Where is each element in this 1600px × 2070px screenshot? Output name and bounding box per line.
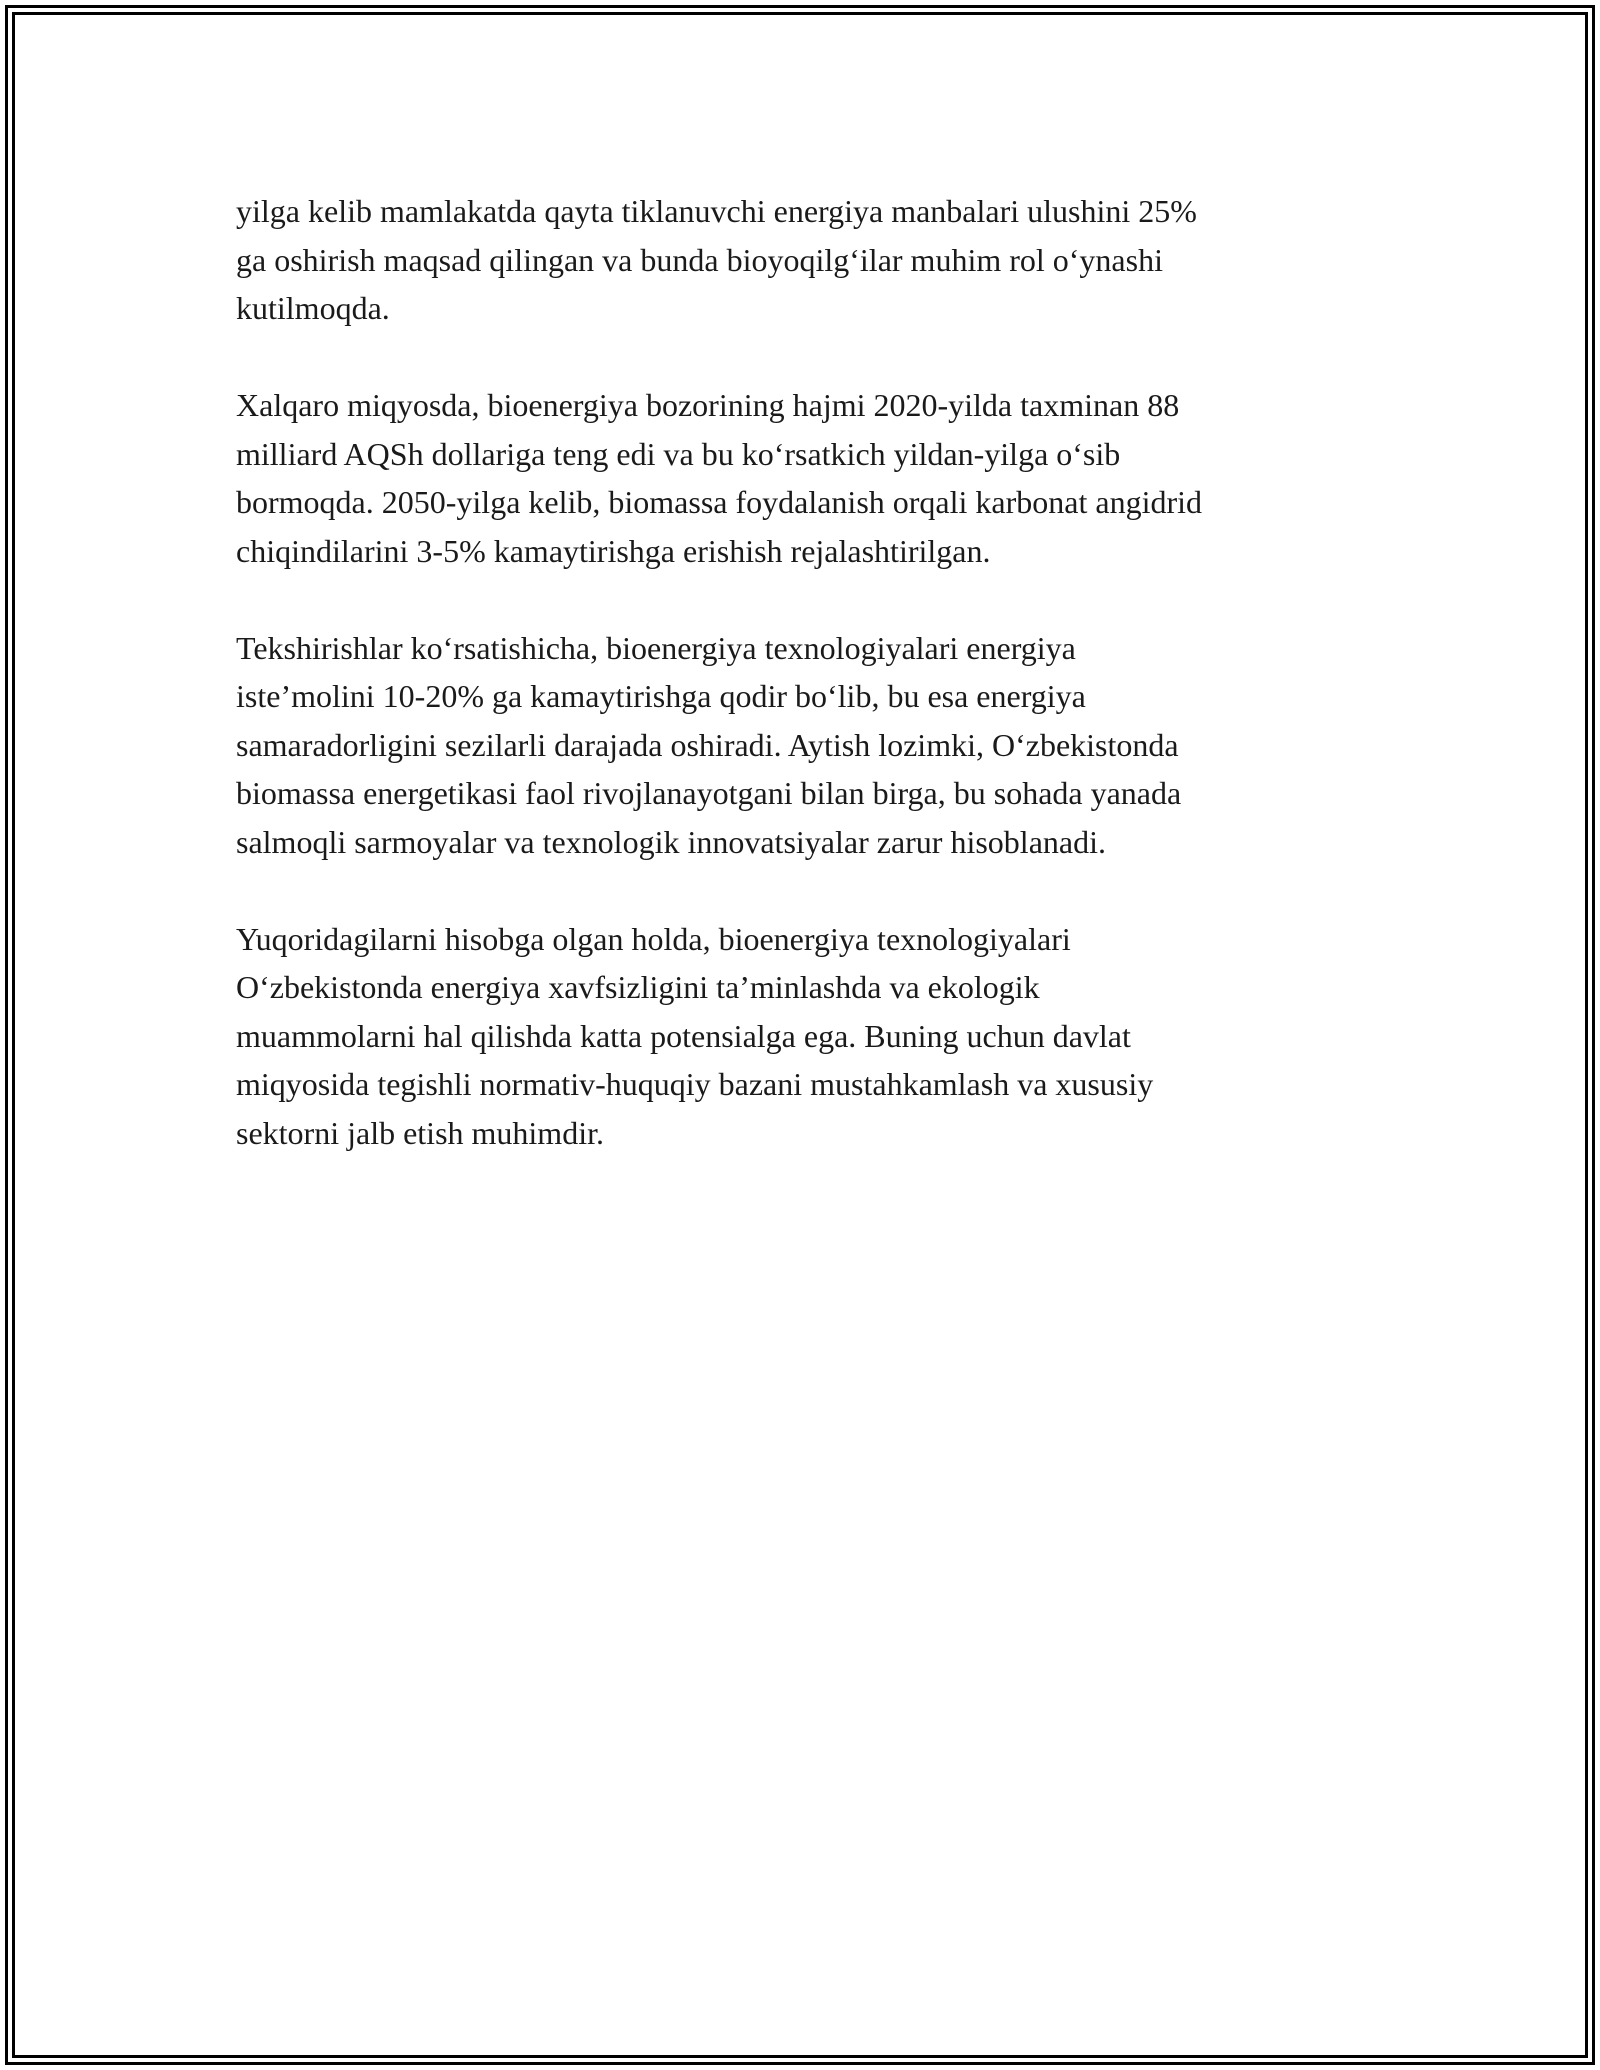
- text-line: Tekshirishlar ko‘rsatishicha, bioenergiya texnologiyalari energiya: [236, 629, 1076, 666]
- text-line: biomassa energetikasi faol rivojlanayotgani bilan birga, bu sohada yanada: [236, 775, 1182, 811]
- text-line: salmoqli sarmoyalar va texnologik innovatsiyalar zarur hisoblanadi.: [236, 823, 1106, 860]
- paragraph-3: [236, 624, 1356, 867]
- paragraph-1: [236, 187, 1356, 333]
- document-body: [236, 187, 1356, 1206]
- text-line: bormoqda. 2050-yilga kelib, biomassa foydalanish orqali karbonat angidrid: [236, 484, 1202, 520]
- text-line: miqyosida tegishli normativ-huquqiy bazani mustahkamlash va xususiy: [236, 1066, 1154, 1102]
- text-line: Yuqoridagilarni hisobga olgan holda, bioenergiya texnologiyalari: [236, 920, 1071, 957]
- text-line: iste’molini 10-20% ga kamaytirishga qodir bo‘lib, bu esa energiya: [236, 678, 1086, 714]
- text-line: yilga kelib mamlakatda qayta tiklanuvchi energiya manbalari ulushini 25%: [236, 193, 1197, 229]
- paragraph-4: [236, 915, 1356, 1158]
- text-line: sektorni jalb etish muhimdir.: [236, 1114, 604, 1151]
- text-line: muammolarni hal qilishda katta potensialga ega. Buning uchun davlat: [236, 1017, 1131, 1054]
- text-line: O‘zbekistonda energiya xavfsizligini ta’minlashda va ekologik: [236, 969, 1040, 1005]
- text-line: chiqindilarini 3-5% kamaytirishga erishish rejalashtirilgan.: [236, 532, 991, 569]
- text-line: ga oshirish maqsad qilingan va bunda bioyoqilg‘ilar muhim rol o‘ynashi: [236, 241, 1163, 278]
- text-line: kutilmoqda.: [236, 290, 390, 326]
- text-line: milliard AQSh dollariga teng edi va bu ko‘rsatkich yildan-yilga o‘sib: [236, 435, 1121, 472]
- text-line: samaradorligini sezilarli darajada oshiradi. Aytish lozimki, O‘zbekistonda: [236, 726, 1179, 763]
- text-line: Xalqaro miqyosda, bioenergiya bozorining hajmi 2020-yilda taxminan 88: [236, 387, 1180, 423]
- paragraph-2: [236, 381, 1356, 575]
